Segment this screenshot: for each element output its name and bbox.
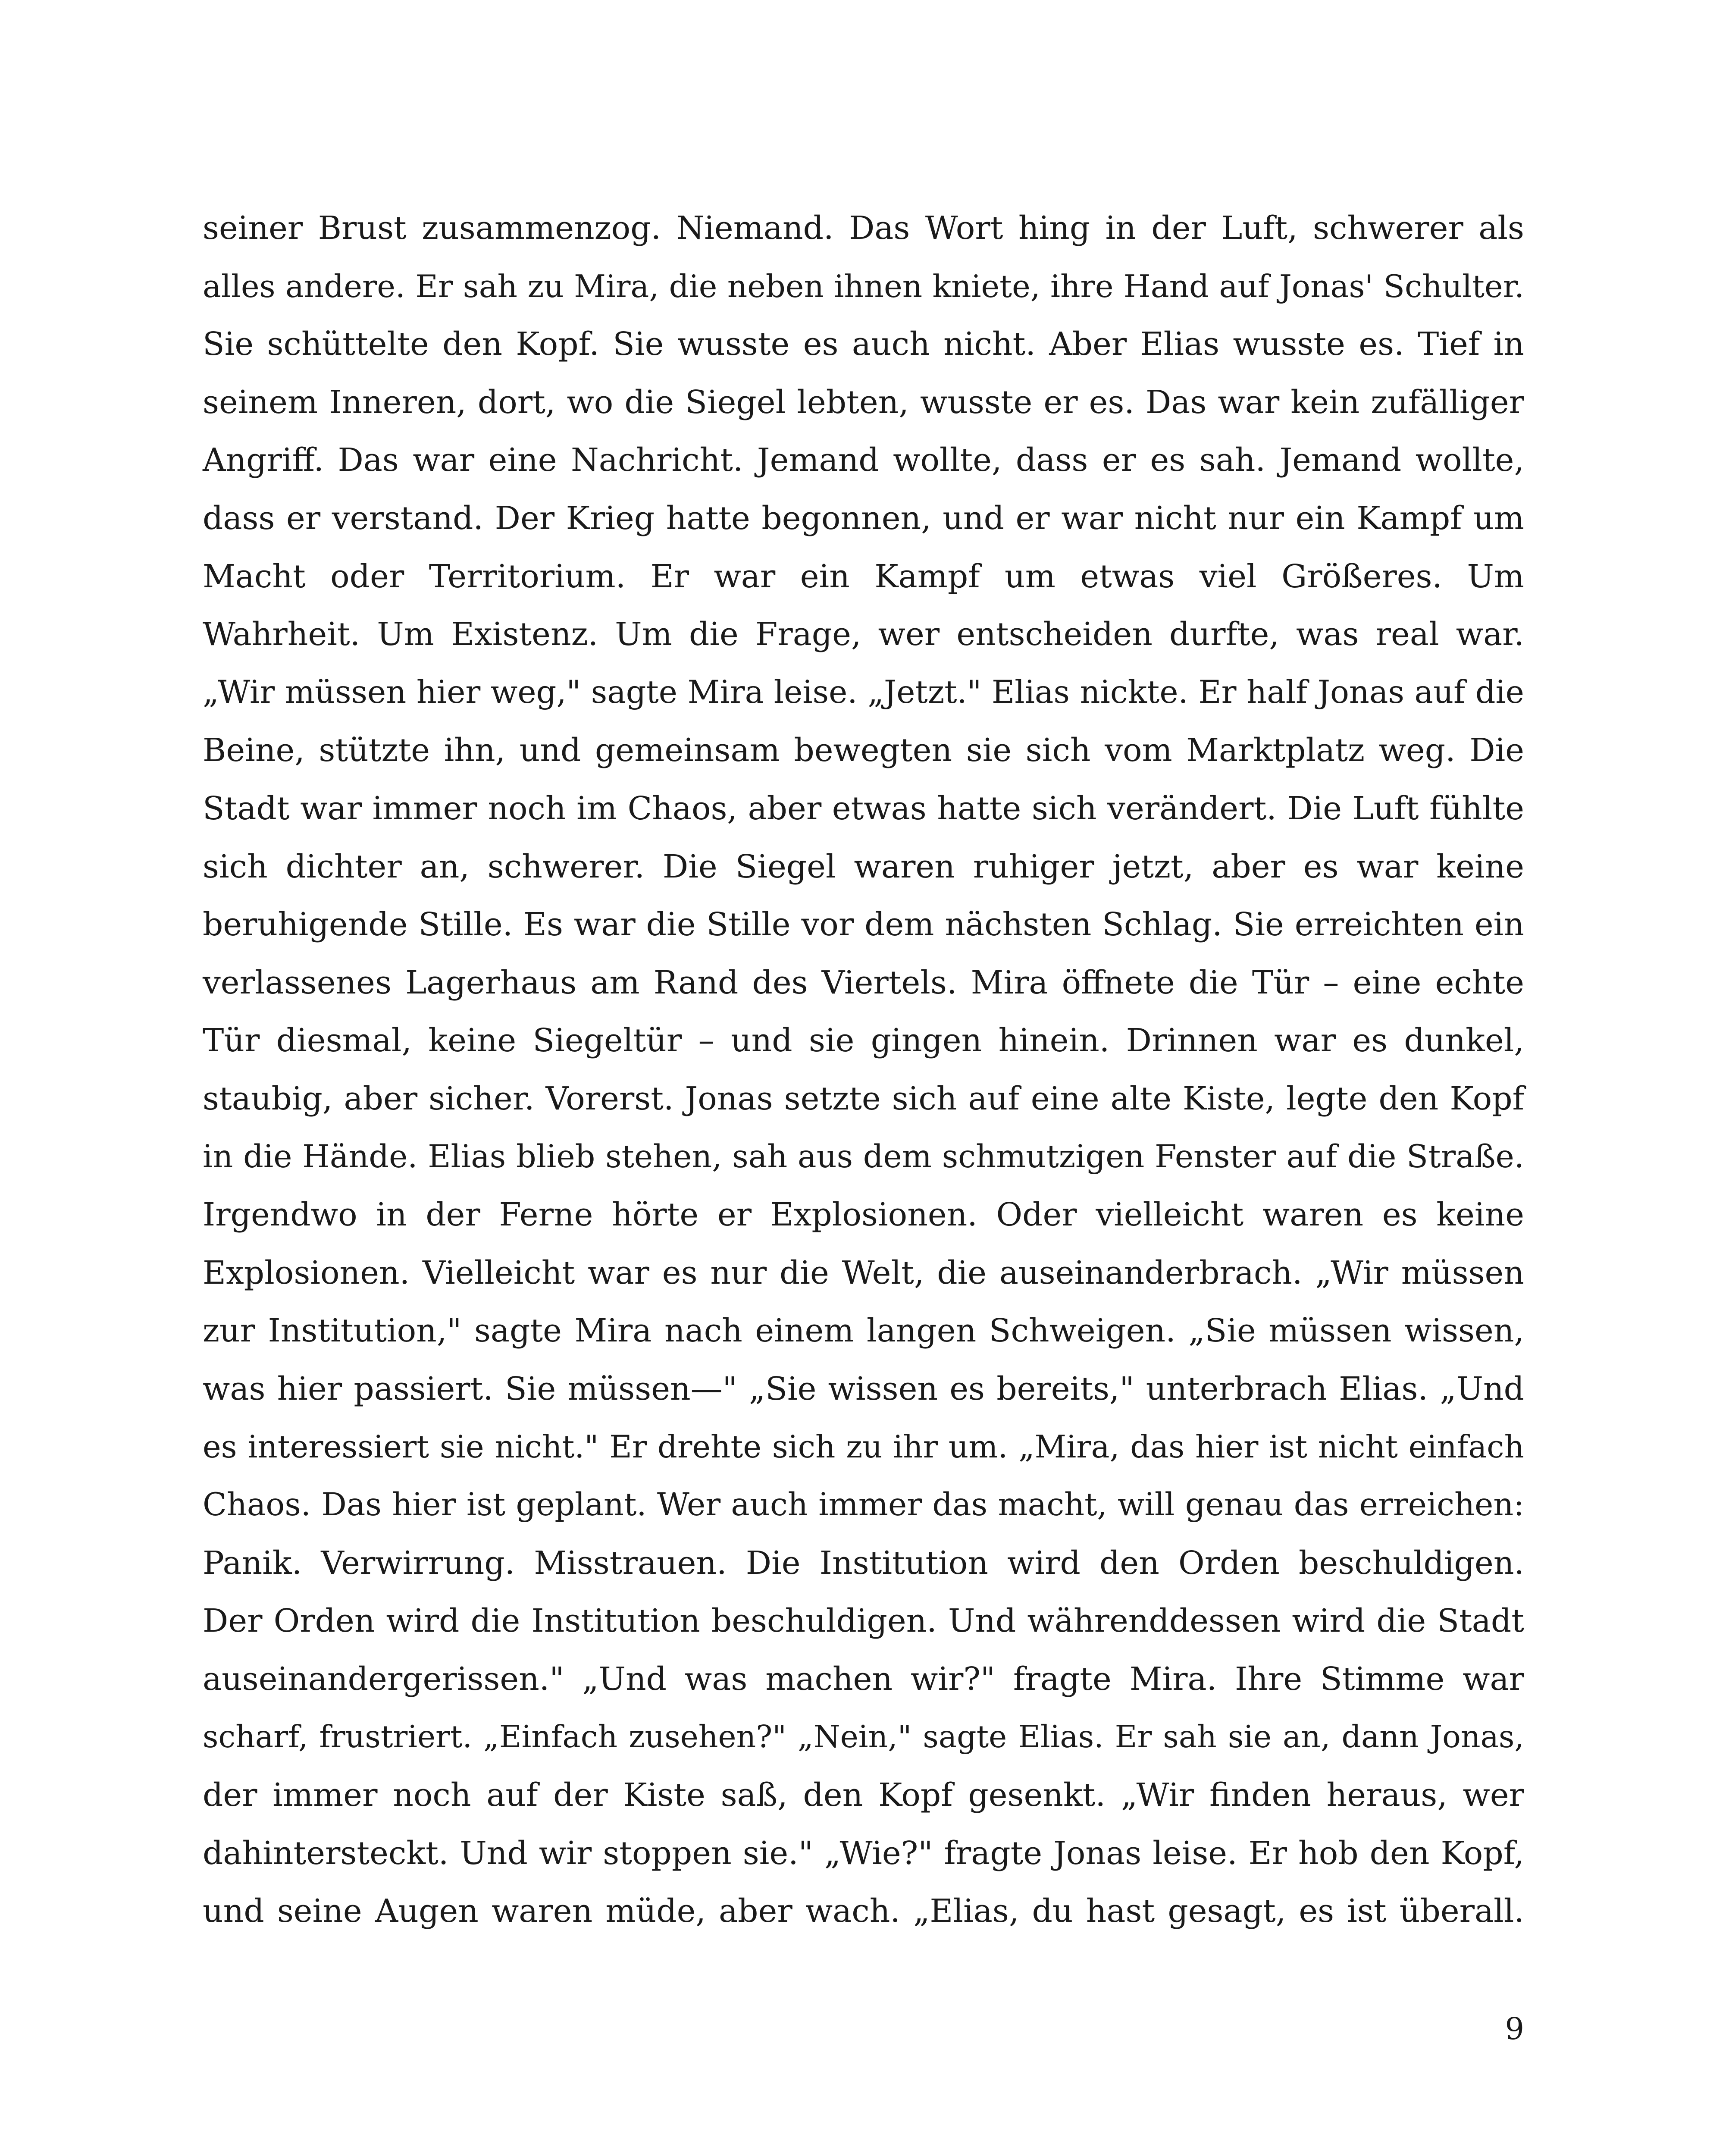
text-line: der immer noch auf der Kiste saß, den Kopf gesenkt. „Wir finden heraus, wer — [203, 1777, 1524, 1814]
text-line: seinem Inneren, dort, wo die Siegel lebten, wusste er es. Das war kein zufälliger — [203, 383, 1524, 421]
text-line: was hier passiert. Sie müssen—" „Sie wissen es bereits," unterbrach Elias. „Und — [203, 1370, 1524, 1407]
text-line: beruhigende Stille. Es war die Stille vor dem nächsten Schlag. Sie erreichten ein — [203, 906, 1524, 943]
text-line: Wahrheit. Um Existenz. Um die Frage, wer entscheiden durfte, was real war. — [203, 616, 1524, 653]
text-line: es interessiert sie nicht." Er drehte sich zu ihr um. „Mira, das hier ist nicht einfach — [203, 1429, 1524, 1465]
text-line: Tür diesmal, keine Siegeltür – und sie gingen hinein. Drinnen war es dunkel, — [203, 1022, 1524, 1059]
text-line: und seine Augen waren müde, aber wach. „Elias, du hast gesagt, es ist überall. — [203, 1893, 1524, 1930]
text-line: dahintersteckt. Und wir stoppen sie." „Wie?" fragte Jonas leise. Er hob den Kopf, — [203, 1834, 1524, 1872]
text-line: staubig, aber sicher. Vorerst. Jonas setzte sich auf eine alte Kiste, legte den Kopf — [203, 1080, 1524, 1117]
text-line: Panik. Verwirrung. Misstrauen. Die Institution wird den Orden beschuldigen. — [203, 1544, 1524, 1582]
page-number: 9 — [1505, 2011, 1524, 2046]
text-line: alles andere. Er sah zu Mira, die neben ihnen kniete, ihre Hand auf Jonas' Schulter. — [203, 268, 1524, 304]
text-line: „Wir müssen hier weg," sagte Mira leise. „Jetzt." Elias nickte. Er half Jonas auf die — [203, 674, 1524, 711]
text-line: zur Institution," sagte Mira nach einem langen Schweigen. „Sie müssen wissen, — [203, 1312, 1524, 1350]
text-line: Sie schüttelte den Kopf. Sie wusste es auch nicht. Aber Elias wusste es. Tief in — [203, 326, 1524, 363]
text-line: Beine, stützte ihn, und gemeinsam bewegten sie sich vom Marktplatz weg. Die — [203, 732, 1524, 769]
text-line: Der Orden wird die Institution beschuldigen. Und währenddessen wird die Stadt — [203, 1602, 1524, 1640]
text-line: Macht oder Territorium. Er war ein Kampf um etwas viel Größeres. Um — [203, 558, 1524, 595]
body-text — [203, 199, 1524, 1940]
text-line: scharf, frustriert. „Einfach zusehen?" „Nein," sagte Elias. Er sah sie an, dann Jonas, — [203, 1719, 1524, 1755]
text-line: Irgendwo in der Ferne hörte er Explosionen. Oder vielleicht waren es keine — [203, 1196, 1524, 1234]
text-line: verlassenes Lagerhaus am Rand des Viertels. Mira öffnete die Tür – eine echte — [203, 964, 1524, 1001]
text-line: in die Hände. Elias blieb stehen, sah aus dem schmutzigen Fenster auf die Straße. — [203, 1138, 1524, 1175]
text-line: auseinandergerissen." „Und was machen wir?" fragte Mira. Ihre Stimme war — [203, 1660, 1524, 1698]
text-line: Chaos. Das hier ist geplant. Wer auch immer das macht, will genau das erreichen: — [203, 1486, 1524, 1523]
text-line: Explosionen. Vielleicht war es nur die Welt, die auseinanderbrach. „Wir müssen — [203, 1254, 1524, 1291]
text-line: dass er verstand. Der Krieg hatte begonnen, und er war nicht nur ein Kampf um — [203, 499, 1524, 537]
text-line: seiner Brust zusammenzog. Niemand. Das Wort hing in der Luft, schwerer als — [203, 210, 1524, 247]
text-line: Stadt war immer noch im Chaos, aber etwas hatte sich verändert. Die Luft fühlte — [203, 790, 1524, 827]
text-line: Angriff. Das war eine Nachricht. Jemand wollte, dass er es sah. Jemand wollte, — [203, 442, 1524, 479]
text-line: sich dichter an, schwerer. Die Siegel waren ruhiger jetzt, aber es war keine — [203, 848, 1524, 885]
